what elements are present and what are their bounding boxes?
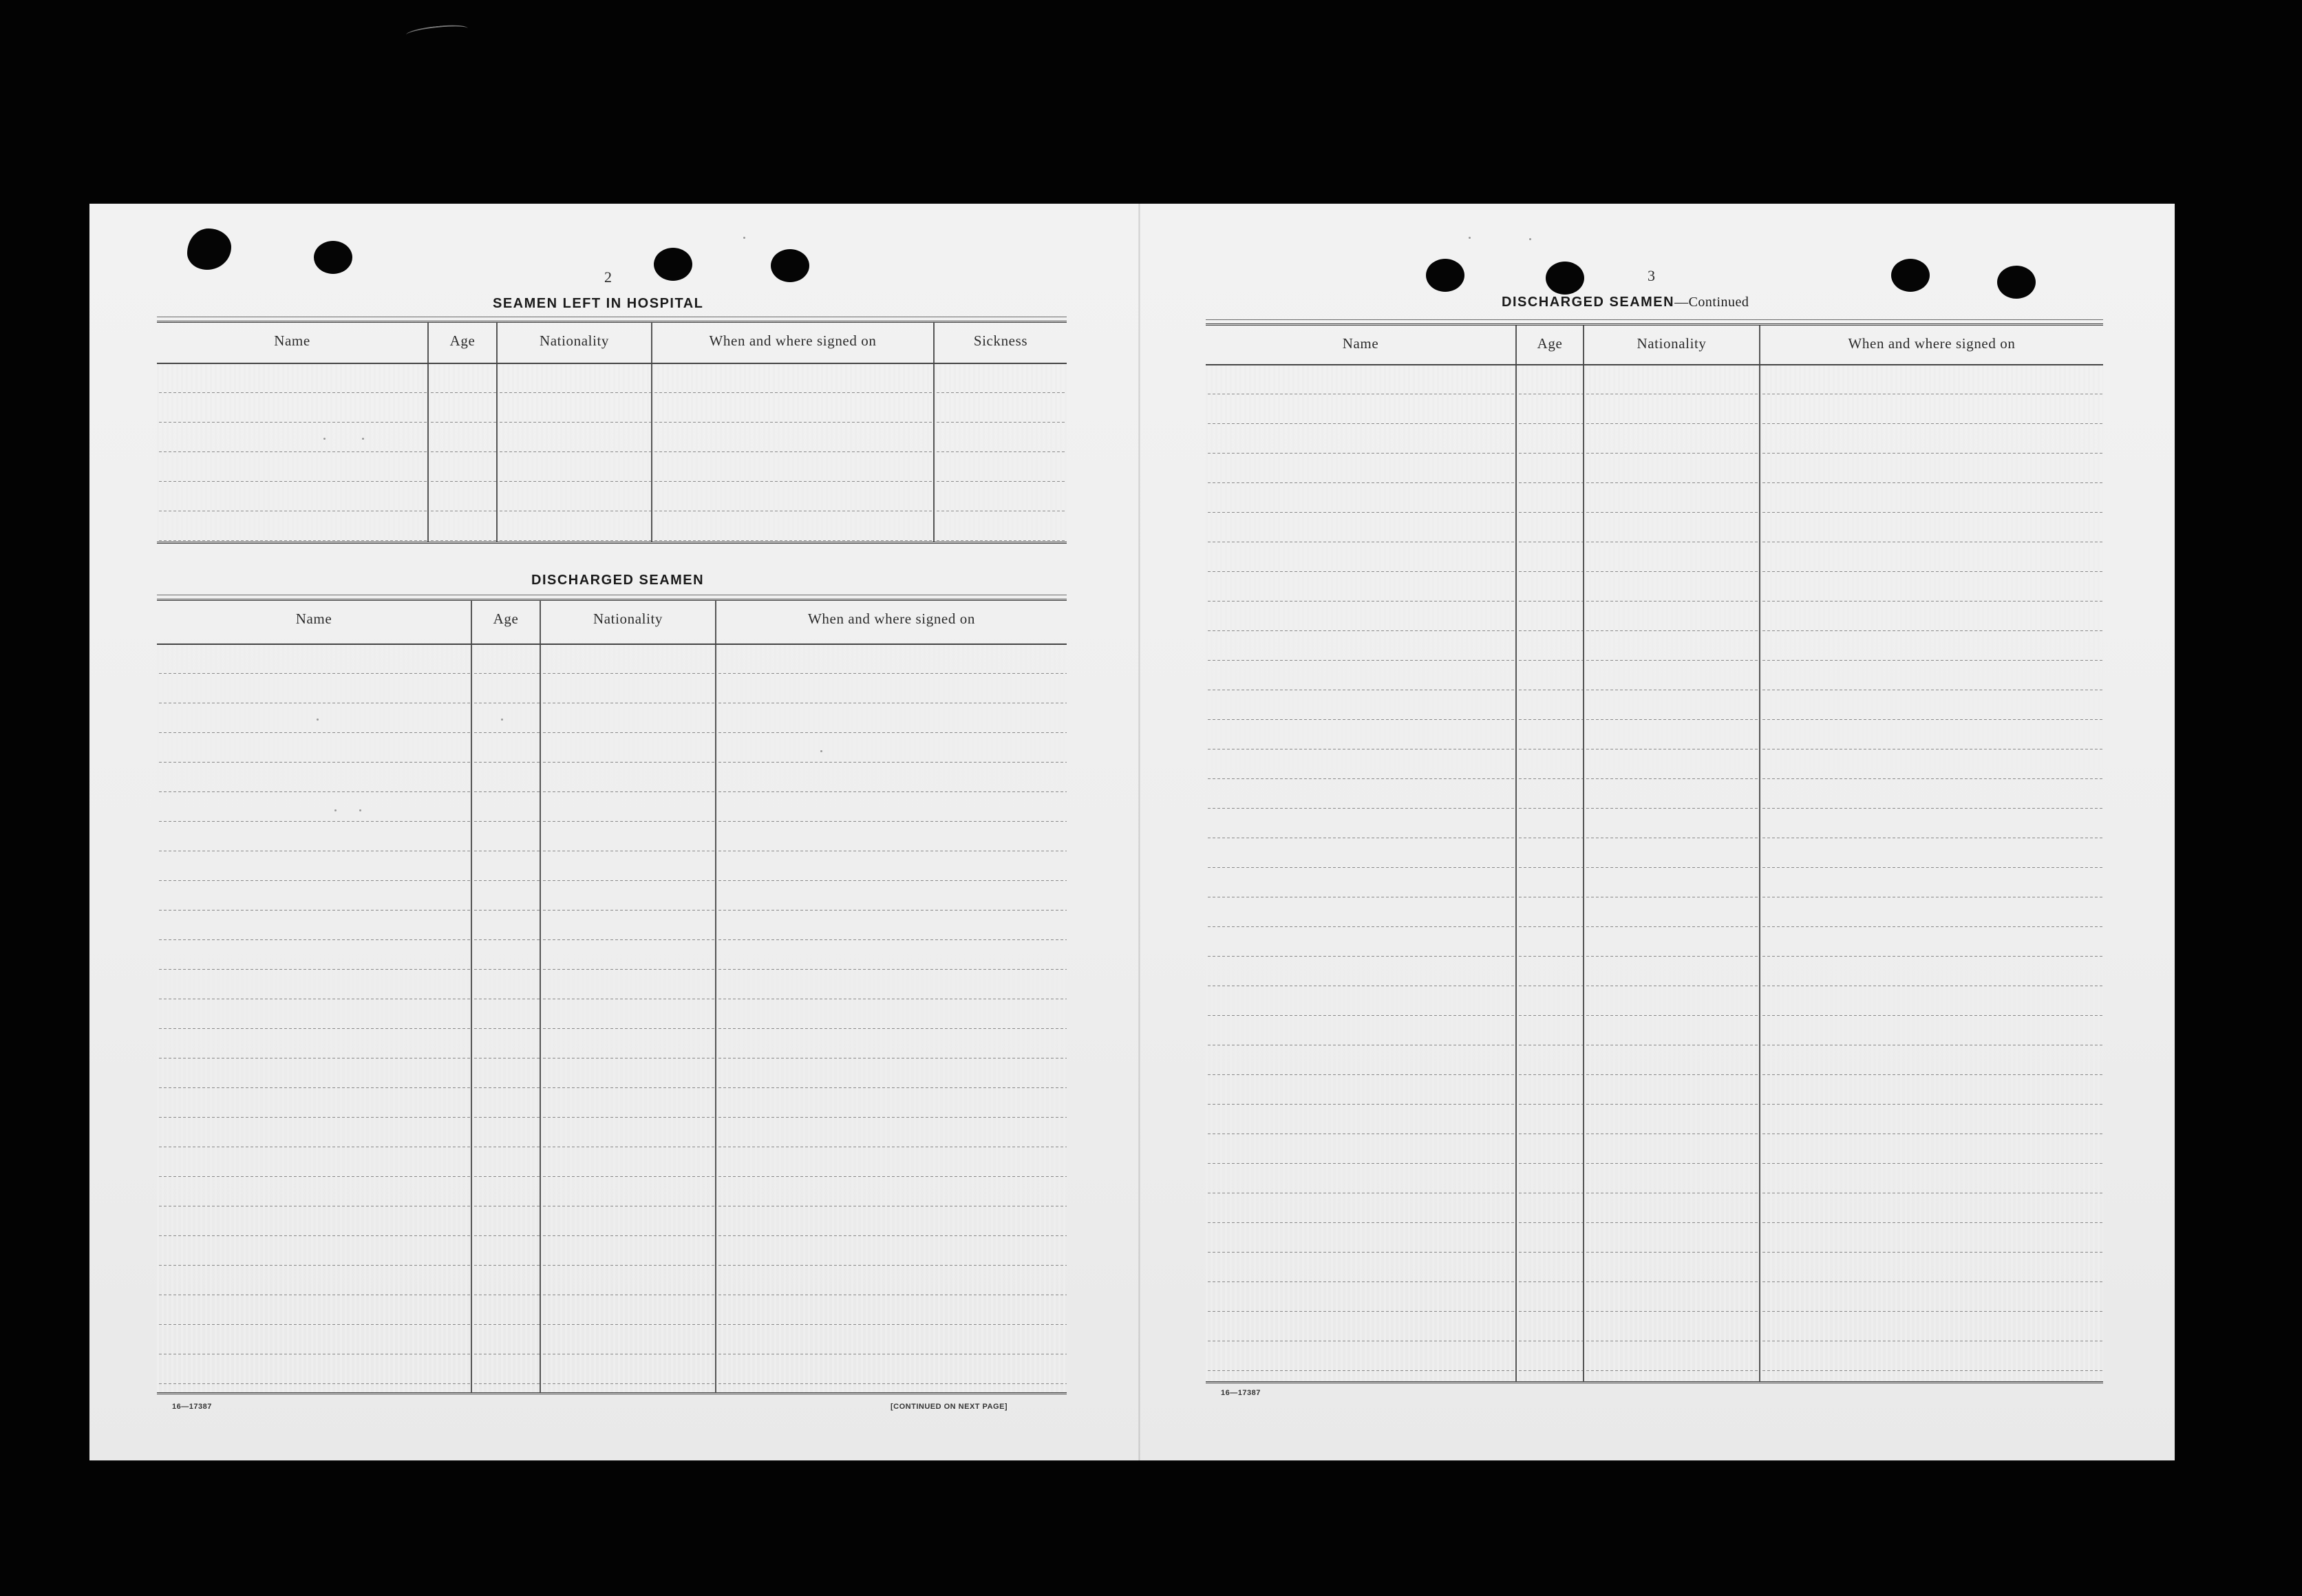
punch-hole [1997, 266, 2036, 299]
punch-hole [1891, 259, 1930, 292]
discharged-table-right [1206, 323, 2103, 1381]
hospital-section-title: SEAMEN LEFT IN HOSPITAL [493, 296, 704, 311]
age-column [429, 364, 498, 542]
discharged-table-header [157, 601, 1067, 645]
name-column [1206, 365, 1517, 1381]
name-column [157, 645, 472, 1392]
column-header-nationality: Nationality [1584, 326, 1760, 364]
name-column [157, 364, 429, 542]
paper-speck [334, 809, 337, 811]
age-column [472, 645, 541, 1392]
table-bottom-rule [1206, 1381, 2103, 1383]
page-fold [1138, 204, 1140, 1460]
column-header-signed-on: When and where signed on [1848, 335, 2016, 352]
discharged-continued-title [1502, 295, 1749, 310]
signed-on-column [652, 364, 935, 542]
table-bottom-rule [157, 1392, 1067, 1394]
continued-note: [CONTINUED ON NEXT PAGE] [891, 1403, 1008, 1411]
column-header-name: Name [1206, 326, 1517, 364]
punch-hole [771, 249, 809, 282]
column-header-signed-on: When and where signed on [652, 323, 935, 363]
background-scratch [405, 23, 468, 40]
paper-speck [359, 809, 361, 811]
nationality-column [1584, 365, 1760, 1381]
age-column [1517, 365, 1584, 1381]
punch-hole [654, 248, 692, 281]
punch-hole [314, 241, 352, 274]
punch-hole [187, 228, 231, 270]
discharged-title-text: DISCHARGED SEAMEN [1502, 295, 1675, 310]
column-header-age: Age [472, 601, 541, 643]
paper-speck [501, 719, 503, 721]
nationality-column [541, 645, 716, 1392]
discharged-table-left [157, 599, 1067, 1392]
hospital-table [157, 321, 1067, 542]
column-header-name: Name [157, 323, 429, 363]
column-header-age: Age [1517, 326, 1584, 364]
column-header-sickness: Sickness [973, 332, 1028, 349]
sickness-column [935, 364, 1067, 542]
page-number-left: 2 [604, 268, 612, 286]
form-number-right: 16—17387 [1221, 1389, 1261, 1397]
paper-speck [362, 438, 364, 440]
column-header-signed-on: When and where signed on [808, 610, 975, 627]
column-header-age: Age [429, 323, 498, 363]
paper-speck [1469, 237, 1471, 239]
column-header-nationality: Nationality [498, 323, 652, 363]
continued-suffix: —Continued [1674, 295, 1749, 310]
paper-speck [317, 719, 319, 721]
hospital-table-body [157, 364, 1067, 542]
punch-hole [1546, 262, 1584, 295]
discharged-continued-body [1206, 365, 2103, 1381]
punch-hole [1426, 259, 1464, 292]
discharged-section-title: DISCHARGED SEAMEN [531, 573, 705, 588]
signed-on-column [1760, 365, 2103, 1381]
paper-speck [323, 438, 326, 440]
column-header-nationality: Nationality [541, 601, 716, 643]
paper-speck [743, 237, 745, 239]
discharged-continued-header [1206, 326, 2103, 365]
nationality-column [498, 364, 652, 542]
table-bottom-rule [157, 542, 1067, 544]
discharged-table-body [157, 645, 1067, 1392]
paper-speck [1529, 238, 1531, 240]
signed-on-column [716, 645, 1067, 1392]
form-number-left: 16—17387 [172, 1403, 212, 1411]
column-header-name: Name [157, 601, 472, 643]
hospital-table-header [157, 323, 1067, 364]
manifest-sheet [89, 204, 2175, 1460]
page-number-right: 3 [1648, 267, 1656, 284]
paper-speck [820, 750, 822, 752]
